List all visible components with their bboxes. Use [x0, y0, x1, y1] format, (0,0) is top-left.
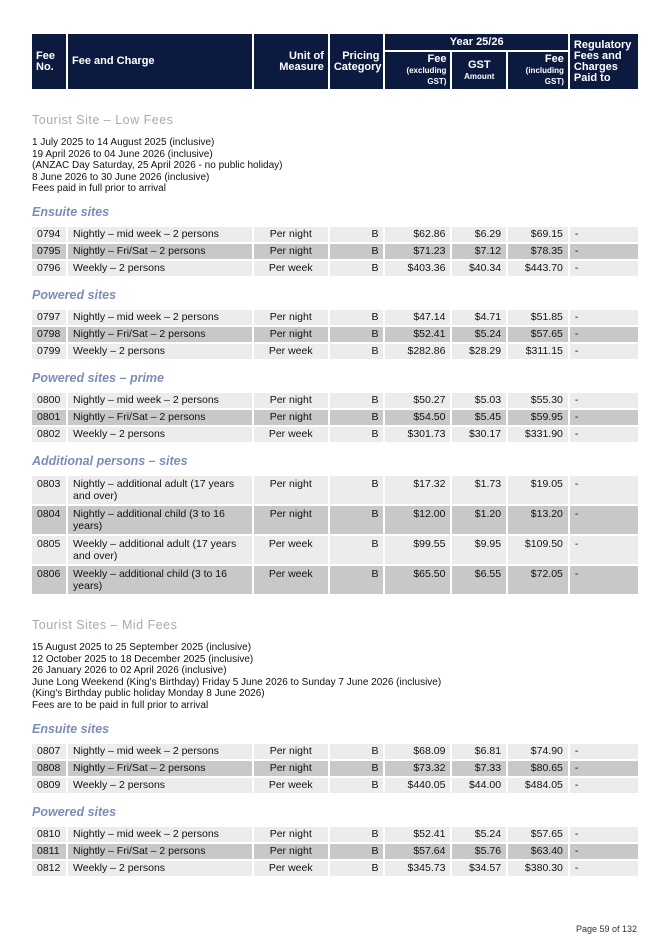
regulatory-cell: -: [570, 536, 638, 564]
fee-table: [30, 225, 640, 278]
fee-no-cell: 0798: [32, 327, 66, 342]
fee-group: [32, 288, 638, 361]
fee-name-cell: Nightly – mid week – 2 persons: [68, 393, 252, 408]
fee-incl-cell: $380.30: [508, 861, 568, 876]
gst-cell: $1.73: [452, 476, 506, 504]
fee-table: [30, 825, 640, 878]
fee-no-cell: 0801: [32, 410, 66, 425]
regulatory-cell: -: [570, 827, 638, 842]
regulatory-cell: -: [570, 861, 638, 876]
pricing-cell: B: [330, 506, 384, 534]
gst-cell: $6.81: [452, 744, 506, 759]
table-row: [32, 344, 638, 359]
table-row: [32, 427, 638, 442]
regulatory-cell: -: [570, 427, 638, 442]
header-fee-including: Fee (including GST): [508, 52, 568, 89]
unit-cell: Per week: [254, 536, 328, 564]
fee-incl-cell: $484.05: [508, 778, 568, 793]
note-line: (ANZAC Day Saturday, 25 April 2026 - no public holiday): [32, 160, 283, 172]
fee-no-cell: 0794: [32, 227, 66, 242]
fee-name-cell: Nightly – Fri/Sat – 2 persons: [68, 761, 252, 776]
table-row: [32, 827, 638, 842]
fee-incl-cell: $109.50: [508, 536, 568, 564]
table-row: [32, 778, 638, 793]
fee-name-cell: Nightly – additional adult (17 years and over): [68, 476, 252, 504]
regulatory-cell: -: [570, 844, 638, 859]
pricing-cell: B: [330, 310, 384, 325]
fee-incl-cell: $78.35: [508, 244, 568, 259]
gst-cell: $44.00: [452, 778, 506, 793]
gst-cell: $1.20: [452, 506, 506, 534]
pricing-cell: B: [330, 566, 384, 594]
table-row: [32, 506, 638, 534]
pricing-cell: B: [330, 427, 384, 442]
pricing-cell: B: [330, 536, 384, 564]
unit-cell: Per night: [254, 310, 328, 325]
fee-excl-cell: $12.00: [385, 506, 450, 534]
header-unit-of-measure: Unit of Measure: [254, 34, 328, 89]
note-line: 8 June 2026 to 30 June 2026 (inclusive): [32, 171, 210, 183]
fee-incl-cell: $80.65: [508, 761, 568, 776]
table-row: [32, 393, 638, 408]
unit-cell: Per week: [254, 261, 328, 276]
gst-cell: $7.33: [452, 761, 506, 776]
unit-cell: Per night: [254, 227, 328, 242]
gst-cell: $28.29: [452, 344, 506, 359]
header-fee-and-charge: Fee and Charge: [68, 34, 252, 89]
fee-incl-cell: $57.65: [508, 827, 568, 842]
fee-excl-cell: $440.05: [385, 778, 450, 793]
unit-cell: Per week: [254, 566, 328, 594]
unit-cell: Per night: [254, 744, 328, 759]
fee-excl-cell: $301.73: [385, 427, 450, 442]
fee-name-cell: Nightly – mid week – 2 persons: [68, 827, 252, 842]
table-row: [32, 744, 638, 759]
fee-group: [32, 722, 638, 795]
table-row: [32, 327, 638, 342]
table-row: [32, 844, 638, 859]
unit-cell: Per night: [254, 393, 328, 408]
regulatory-cell: -: [570, 778, 638, 793]
fee-no-cell: 0806: [32, 566, 66, 594]
unit-cell: Per week: [254, 427, 328, 442]
regulatory-cell: -: [570, 410, 638, 425]
fee-name-cell: Nightly – mid week – 2 persons: [68, 744, 252, 759]
fee-name-cell: Weekly – 2 persons: [68, 861, 252, 876]
header-year: Year 25/26: [385, 34, 567, 50]
regulatory-cell: -: [570, 761, 638, 776]
group-title: Powered sites – prime: [32, 370, 165, 385]
table-row: [32, 761, 638, 776]
fee-no-cell: 0800: [32, 393, 66, 408]
pricing-cell: B: [330, 861, 384, 876]
fee-excl-cell: $52.41: [385, 327, 450, 342]
fee-group: [32, 205, 638, 278]
fee-no-cell: 0811: [32, 844, 66, 859]
fee-excl-cell: $47.14: [385, 310, 450, 325]
gst-cell: $4.71: [452, 310, 506, 325]
pricing-cell: B: [330, 244, 384, 259]
gst-cell: $5.24: [452, 827, 506, 842]
fee-incl-cell: $69.15: [508, 227, 568, 242]
group-title: Ensuite sites: [32, 721, 110, 736]
table-row: [32, 476, 638, 504]
fee-name-cell: Nightly – mid week – 2 persons: [68, 227, 252, 242]
fee-schedule-page: [32, 32, 638, 882]
section-title: Tourist Site – Low Fees: [32, 113, 174, 127]
regulatory-cell: -: [570, 344, 638, 359]
note-line: (King's Birthday public holiday Monday 8 June 2026): [32, 688, 265, 700]
note-line: 1 July 2025 to 14 August 2025 (inclusive): [32, 137, 215, 148]
fee-incl-cell: $74.90: [508, 744, 568, 759]
pricing-cell: B: [330, 410, 384, 425]
table-row: [32, 244, 638, 259]
fee-table: [30, 742, 640, 795]
fee-no-cell: 0797: [32, 310, 66, 325]
fee-name-cell: Nightly – Fri/Sat – 2 persons: [68, 244, 252, 259]
gst-cell: $5.24: [452, 327, 506, 342]
fee-name-cell: Weekly – additional adult (17 years and over): [68, 536, 252, 564]
unit-cell: Per week: [254, 861, 328, 876]
fee-excl-cell: $65.50: [385, 566, 450, 594]
section-notes: [32, 137, 638, 195]
fee-name-cell: Nightly – Fri/Sat – 2 persons: [68, 410, 252, 425]
fee-no-cell: 0810: [32, 827, 66, 842]
fee-excl-cell: $62.86: [385, 227, 450, 242]
table-row: [32, 536, 638, 564]
header-fee-no: Fee No.: [32, 34, 66, 89]
fee-excl-cell: $17.32: [385, 476, 450, 504]
group-title: Additional persons – sites: [32, 453, 188, 468]
note-line: 19 April 2026 to 04 June 2026 (inclusive): [32, 148, 213, 160]
regulatory-cell: -: [570, 393, 638, 408]
gst-cell: $40.34: [452, 261, 506, 276]
gst-cell: $30.17: [452, 427, 506, 442]
fee-no-cell: 0807: [32, 744, 66, 759]
header-regulatory: Regulatory Fees and Charges Paid to: [570, 34, 638, 89]
regulatory-cell: -: [570, 506, 638, 534]
regulatory-cell: -: [570, 261, 638, 276]
fee-no-cell: 0805: [32, 536, 66, 564]
gst-cell: $5.45: [452, 410, 506, 425]
regulatory-cell: -: [570, 566, 638, 594]
table-row: [32, 410, 638, 425]
fee-excl-cell: $50.27: [385, 393, 450, 408]
fee-name-cell: Nightly – additional child (3 to 16 years): [68, 506, 252, 534]
group-title: Ensuite sites: [32, 204, 110, 219]
fee-no-cell: 0799: [32, 344, 66, 359]
pricing-cell: B: [330, 327, 384, 342]
section-notes: [32, 642, 638, 712]
fee-incl-cell: $55.30: [508, 393, 568, 408]
pricing-cell: B: [330, 344, 384, 359]
unit-cell: Per night: [254, 844, 328, 859]
table-row: [32, 227, 638, 242]
unit-cell: Per week: [254, 344, 328, 359]
fee-no-cell: 0796: [32, 261, 66, 276]
fee-incl-cell: $13.20: [508, 506, 568, 534]
unit-cell: Per night: [254, 327, 328, 342]
regulatory-cell: -: [570, 744, 638, 759]
header-fee-excluding: Fee (excluding GST): [385, 52, 450, 89]
regulatory-cell: -: [570, 310, 638, 325]
pricing-cell: B: [330, 227, 384, 242]
fee-excl-cell: $282.86: [385, 344, 450, 359]
note-line: Fees are to be paid in full prior to arrival: [32, 699, 209, 711]
fee-no-cell: 0803: [32, 476, 66, 504]
gst-cell: $5.03: [452, 393, 506, 408]
note-line: Fees paid in full prior to arrival: [32, 183, 166, 195]
fee-sections: [32, 113, 638, 878]
fee-name-cell: Weekly – 2 persons: [68, 344, 252, 359]
pricing-cell: B: [330, 761, 384, 776]
table-row: [32, 310, 638, 325]
fee-no-cell: 0804: [32, 506, 66, 534]
fee-name-cell: Nightly – mid week – 2 persons: [68, 310, 252, 325]
table-row: [32, 566, 638, 594]
fee-incl-cell: $51.85: [508, 310, 568, 325]
fee-group: [32, 454, 638, 596]
fee-incl-cell: $72.05: [508, 566, 568, 594]
fee-no-cell: 0802: [32, 427, 66, 442]
gst-cell: $7.12: [452, 244, 506, 259]
fee-incl-cell: $59.95: [508, 410, 568, 425]
pricing-cell: B: [330, 744, 384, 759]
fee-incl-cell: $19.05: [508, 476, 568, 504]
pricing-cell: B: [330, 827, 384, 842]
group-title: Powered sites: [32, 804, 117, 819]
fee-excl-cell: $71.23: [385, 244, 450, 259]
unit-cell: Per night: [254, 476, 328, 504]
gst-cell: $6.55: [452, 566, 506, 594]
gst-cell: $34.57: [452, 861, 506, 876]
pricing-cell: B: [330, 261, 384, 276]
group-title: Powered sites: [32, 287, 117, 302]
fee-incl-cell: $63.40: [508, 844, 568, 859]
fee-no-cell: 0812: [32, 861, 66, 876]
fee-excl-cell: $52.41: [385, 827, 450, 842]
pricing-cell: B: [330, 393, 384, 408]
fee-excl-cell: $403.36: [385, 261, 450, 276]
fee-group: [32, 805, 638, 878]
unit-cell: Per night: [254, 244, 328, 259]
fee-name-cell: Weekly – additional child (3 to 16 years): [68, 566, 252, 594]
pricing-cell: B: [330, 844, 384, 859]
fee-no-cell: 0808: [32, 761, 66, 776]
header-pricing-category: Pricing Category: [330, 34, 384, 89]
fee-table-header: [30, 32, 640, 91]
fee-table: [30, 391, 640, 444]
fee-excl-cell: $99.55: [385, 536, 450, 564]
fee-excl-cell: $73.32: [385, 761, 450, 776]
regulatory-cell: -: [570, 476, 638, 504]
gst-cell: $9.95: [452, 536, 506, 564]
fee-name-cell: Nightly – Fri/Sat – 2 persons: [68, 844, 252, 859]
unit-cell: Per night: [254, 761, 328, 776]
regulatory-cell: -: [570, 327, 638, 342]
pricing-cell: B: [330, 476, 384, 504]
note-line: June Long Weekend (King's Birthday) Friday 5 June 2026 to Sunday 7 June 2026 (inclusive): [32, 676, 442, 688]
note-line: 26 January 2026 to 02 April 2026 (inclusive): [32, 665, 227, 677]
fee-excl-cell: $68.09: [385, 744, 450, 759]
fee-incl-cell: $57.65: [508, 327, 568, 342]
fee-incl-cell: $443.70: [508, 261, 568, 276]
note-line: 15 August 2025 to 25 September 2025 (inclusive): [32, 641, 252, 653]
page-number: Page 59 of 132: [575, 924, 637, 934]
fee-name-cell: Nightly – Fri/Sat – 2 persons: [68, 327, 252, 342]
fee-name-cell: Weekly – 2 persons: [68, 261, 252, 276]
pricing-cell: B: [330, 778, 384, 793]
fee-excl-cell: $345.73: [385, 861, 450, 876]
unit-cell: Per night: [254, 506, 328, 534]
table-row: [32, 261, 638, 276]
fee-table: [30, 474, 640, 596]
fee-no-cell: 0809: [32, 778, 66, 793]
fee-name-cell: Weekly – 2 persons: [68, 427, 252, 442]
fee-excl-cell: $54.50: [385, 410, 450, 425]
unit-cell: Per night: [254, 827, 328, 842]
fee-incl-cell: $311.15: [508, 344, 568, 359]
gst-cell: $5.76: [452, 844, 506, 859]
gst-cell: $6.29: [452, 227, 506, 242]
fee-no-cell: 0795: [32, 244, 66, 259]
regulatory-cell: -: [570, 227, 638, 242]
table-row: [32, 861, 638, 876]
fee-incl-cell: $331.90: [508, 427, 568, 442]
fee-name-cell: Weekly – 2 persons: [68, 778, 252, 793]
fee-group: [32, 371, 638, 444]
unit-cell: Per week: [254, 778, 328, 793]
fee-excl-cell: $57.64: [385, 844, 450, 859]
regulatory-cell: -: [570, 244, 638, 259]
note-line: 12 October 2025 to 18 December 2025 (inclusive): [32, 653, 254, 665]
section-title: Tourist Sites – Mid Fees: [32, 617, 178, 632]
fee-table: [30, 308, 640, 361]
unit-cell: Per night: [254, 410, 328, 425]
header-gst: GST Amount: [452, 52, 506, 89]
